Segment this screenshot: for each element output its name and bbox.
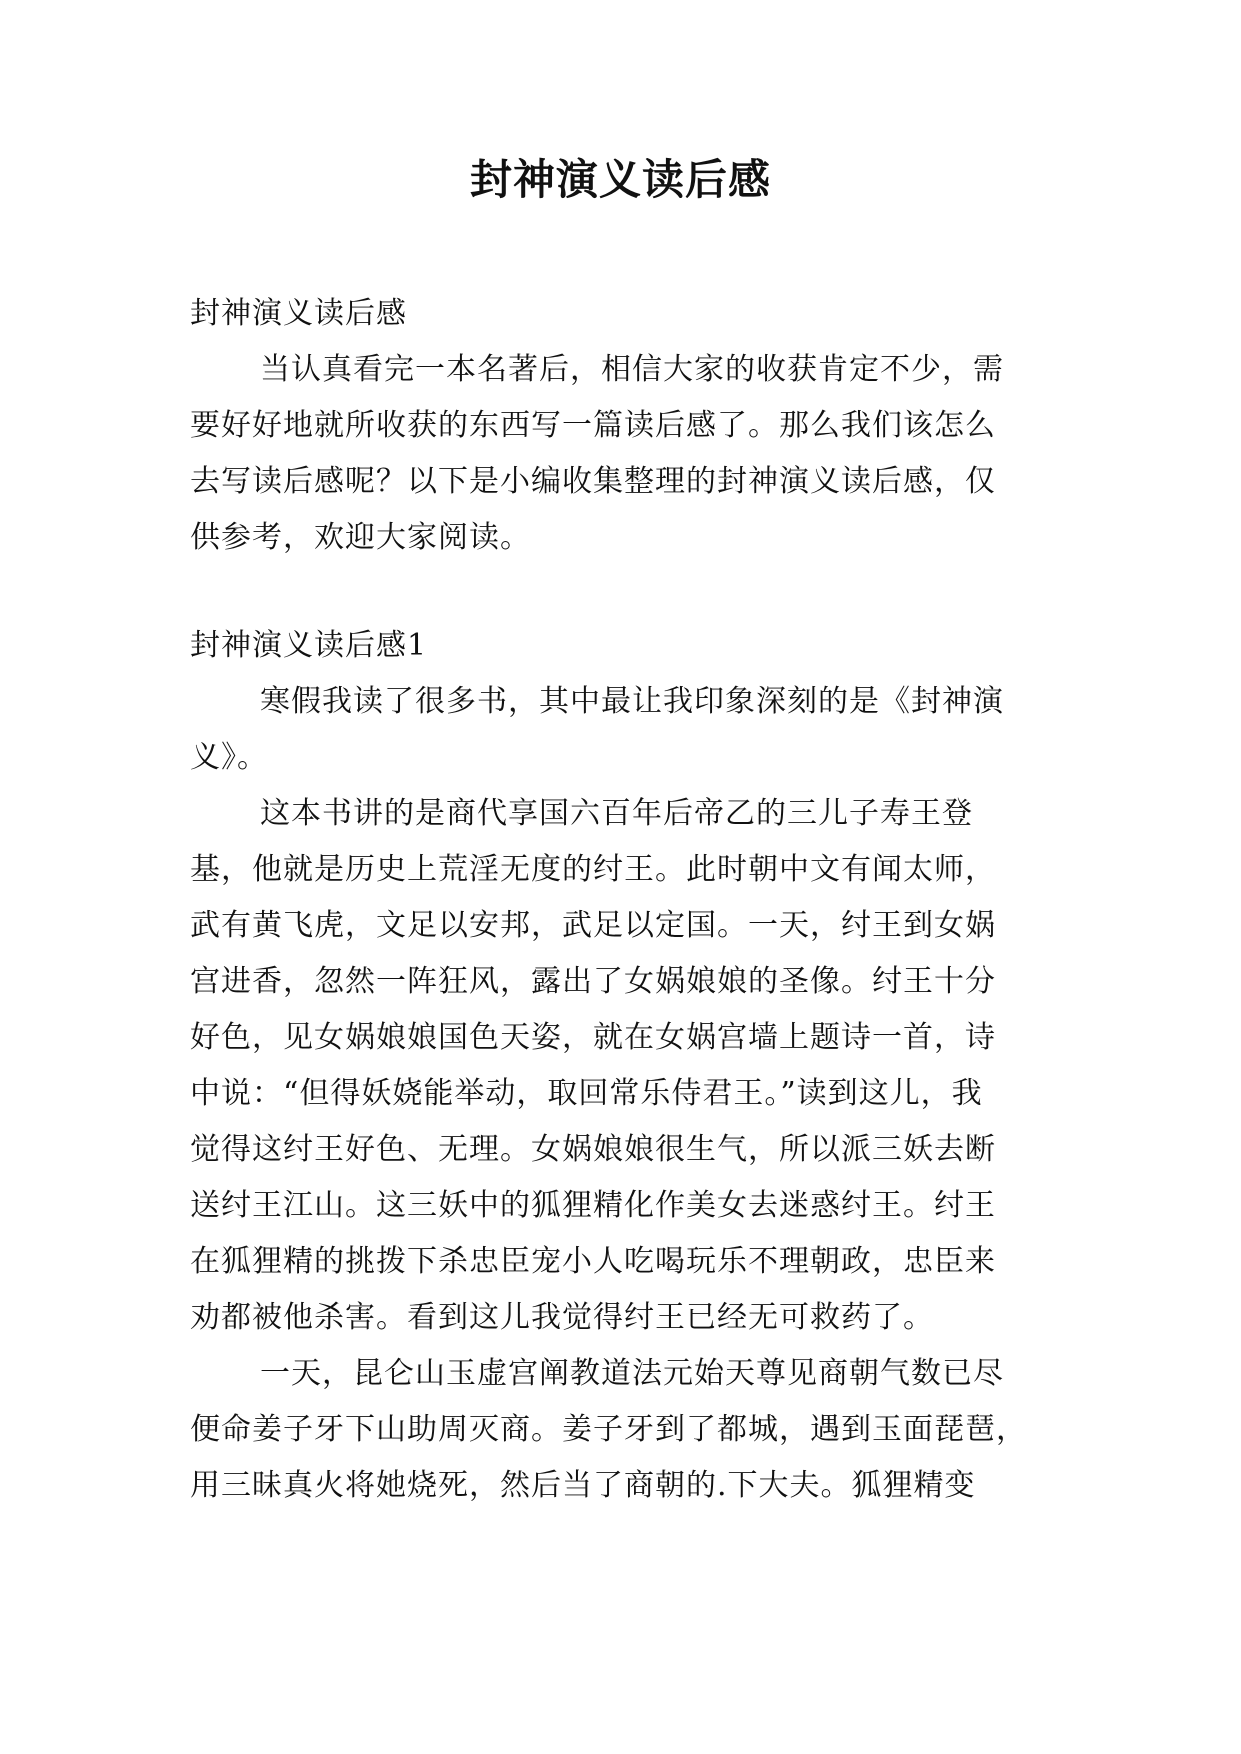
paragraph-line: 一天，昆仑山玉虚宫阐教道法元始天尊见商朝气数已尽 xyxy=(260,1356,1004,1391)
paragraph-line: 宫进香，忽然一阵狂风，露出了女娲娘娘的圣像。纣王十分 xyxy=(190,964,996,999)
paragraph-line: 要好好地就所收获的东西写一篇读后感了。那么我们该怎么 xyxy=(190,408,996,443)
section-heading: 封神演义读后感1 xyxy=(190,628,428,663)
document-subtitle: 封神演义读后感 xyxy=(190,296,407,331)
paragraph-line: 寒假我读了很多书，其中最让我印象深刻的是《封神演 xyxy=(260,684,1004,719)
paragraph-line: 基，他就是历史上荒淫无度的纣王。此时朝中文有闻太师， xyxy=(190,852,996,887)
paragraph-3 xyxy=(190,1346,1050,1514)
paragraph-line: 在狐狸精的挑拨下杀忠臣宠小人吃喝玩乐不理朝政，忠臣来 xyxy=(190,1244,996,1279)
paragraph-line: 便命姜子牙下山助周灭商。姜子牙到了都城，遇到玉面琵琶， xyxy=(190,1412,1027,1447)
document-title: 封神演义读后感 xyxy=(469,155,771,204)
paragraph-line: 好色，见女娲娘娘国色天姿，就在女娲宫墙上题诗一首，诗 xyxy=(190,1020,996,1055)
paragraph-2 xyxy=(190,786,1050,1346)
paragraph-1 xyxy=(190,674,1050,786)
paragraph-line: 用三昧真火将她烧死，然后当了商朝的.下大夫。狐狸精变 xyxy=(190,1468,976,1503)
paragraph-line: 送纣王江山。这三妖中的狐狸精化作美女去迷惑纣王。纣王 xyxy=(190,1188,996,1223)
section-spacer xyxy=(190,566,1050,618)
paragraph-line: 这本书讲的是商代享国六百年后帝乙的三儿子寿王登 xyxy=(260,796,973,831)
paragraph-line: 去写读后感呢？以下是小编收集整理的封神演义读后感，仅 xyxy=(190,464,996,499)
paragraph-line: 劝都被他杀害。看到这儿我觉得纣王已经无可救药了。 xyxy=(190,1300,934,1335)
paragraph-line: 供参考，欢迎大家阅读。 xyxy=(190,520,531,555)
paragraph-line: 义》。 xyxy=(190,740,268,775)
paragraph-line: 当认真看完一本名著后，相信大家的收获肯定不少，需 xyxy=(260,352,1004,387)
paragraph-line: 中说：“但得妖娆能举动，取回常乐侍君王。”读到这儿，我 xyxy=(190,1076,983,1111)
document-body xyxy=(190,286,1050,1514)
paragraph-line: 觉得这纣王好色、无理。女娲娘娘很生气，所以派三妖去断 xyxy=(190,1132,996,1167)
paragraph-line: 武有黄飞虎，文足以安邦，武足以定国。一天，纣王到女娲 xyxy=(190,908,996,943)
intro-paragraph xyxy=(190,342,1050,566)
